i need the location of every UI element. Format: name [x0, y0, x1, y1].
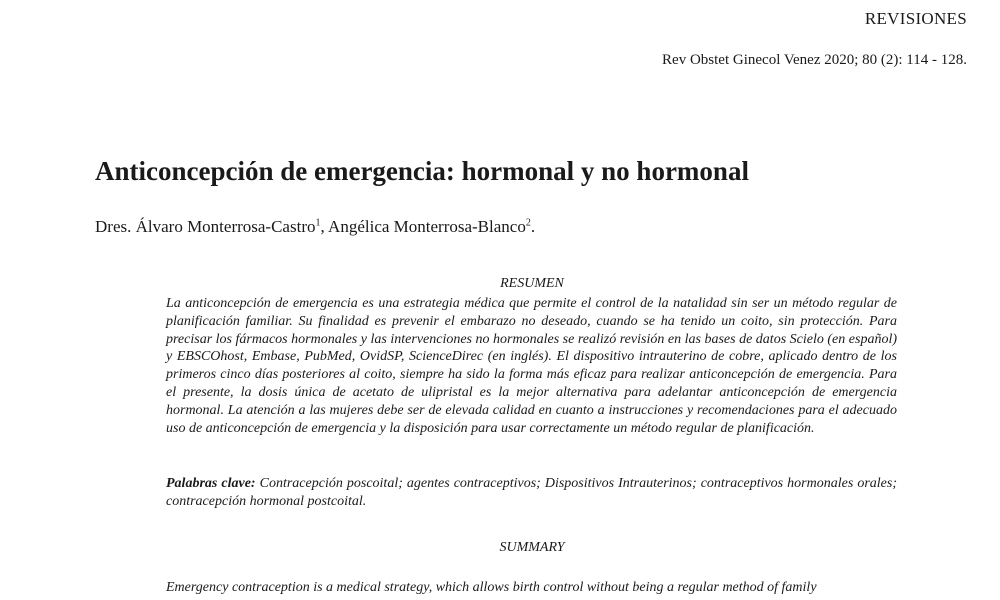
journal-citation: Rev Obstet Ginecol Venez 2020; 80 (2): 114 - 128. — [662, 52, 967, 68]
resumen-heading: RESUMEN — [500, 276, 564, 291]
article-title: Anticoncepción de emergencia: hormonal y no hormonal — [95, 156, 749, 186]
keywords-label: Palabras clave: — [166, 476, 256, 491]
author-affiliation-mark: 2 — [525, 217, 531, 229]
resumen-text: La anticoncepción de emergencia es una estrategia médica que permite el control de la natalidad sin ser un método regular de planificación familiar. Su finalidad es prevenir el embarazo no deseado, cuando se ha tenido un coito, sin protección. Para precisar los fármacos hormonales y las intervenciones no hormonales se realizó revisión en las bases de datos Scielo (en español) y EBSCOhost, Embase, PubMed, OvidSP, ScienceDirec (en inglés). El dispositivo intrauterino de cobre, aplicado dentro de los primeros cinco días posteriores al coito, siempre ha sido la forma más eficaz para realizar anticoncepción de emergencia. Para el presente, la dosis única de acetato de ulipristal es la mejor alternativa para adelantar anticoncepción de emergencia hormonal. La atención a las mujeres debe ser de elevada calidad en cuanto a instrucciones y recomendaciones para el adecuado uso de anticoncepción de emergencia y la disposición para usar correctamente un método regular de planificación. — [166, 296, 897, 436]
authors-separator: , — [320, 217, 329, 236]
authors-suffix: . — [530, 217, 536, 236]
section-label: REVISIONES — [864, 9, 967, 28]
author-name: Angélica Monterrosa-Blanco — [328, 217, 526, 236]
authors-prefix: Dres. — [95, 217, 136, 236]
author-affiliation-mark: 1 — [315, 217, 321, 229]
summary-heading: SUMMARY — [499, 540, 565, 555]
author-list — [95, 217, 535, 237]
summary-text: Emergency contraception is a medical strategy, which allows birth control without being a regular method of family — [166, 580, 817, 595]
keywords-text: Contracepción poscoital; agentes contraceptivos; Dispositivos Intrauterinos; contraceptivos hormonales orales; contracepción hormonal postcoital. — [166, 476, 897, 509]
keywords — [166, 475, 897, 511]
author-name: Álvaro Monterrosa-Castro — [135, 217, 316, 236]
